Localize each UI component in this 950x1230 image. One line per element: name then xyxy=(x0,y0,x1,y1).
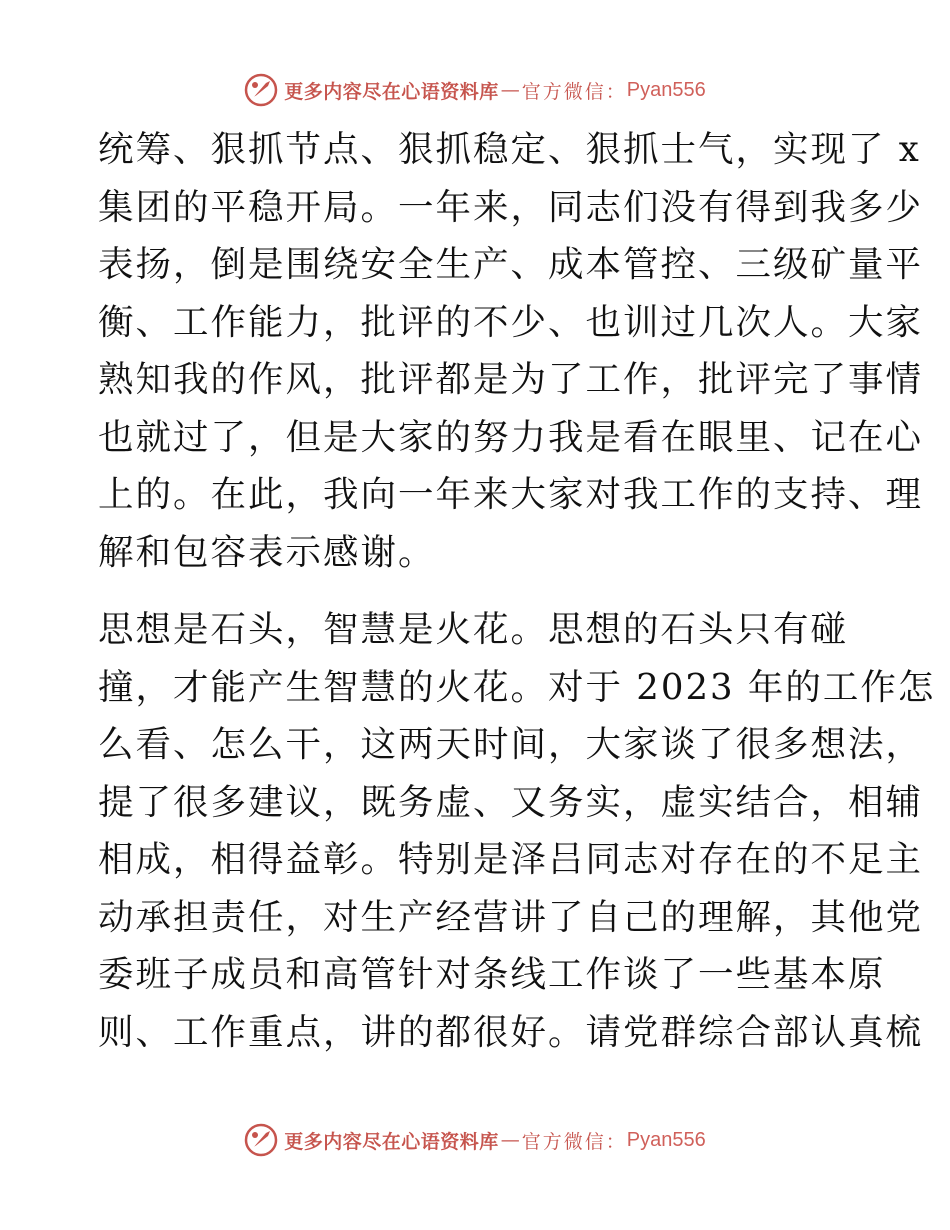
banner-dash: — xyxy=(500,1129,520,1151)
text-line: 么看、怎么干，这两天时间，大家谈了很多想法， xyxy=(98,724,924,765)
paragraph-2 xyxy=(98,601,936,1061)
text-line: 相成，相得益彰。特别是泽吕同志对存在的不足主 xyxy=(98,839,924,880)
footer-watermark-banner xyxy=(0,1120,950,1160)
text-line: 表扬，倒是围绕安全生产、成本管控、三级矿量平 xyxy=(98,244,924,285)
text-line: 统筹、狠抓节点、狠抓稳定、狠抓士气，实现了 x xyxy=(98,129,921,170)
document-body xyxy=(98,121,936,1061)
text-line: 解和包容表示感谢。 xyxy=(98,531,436,573)
banner-wechat-id: Pyan556 xyxy=(626,1128,706,1151)
text-line: 撞，才能产生智慧的火花。对于 2023 年的工作怎 xyxy=(98,666,936,708)
text-line: 集团的平稳开局。一年来，同志们没有得到我多少 xyxy=(98,186,924,228)
paragraph-spacer xyxy=(98,581,858,601)
header-watermark-banner xyxy=(0,70,950,110)
text-line: 提了很多建议，既务虚、又务实，虚实结合，相辅 xyxy=(98,781,924,823)
banner-contact-label: 官方微信： xyxy=(521,1130,627,1153)
banner-dash: — xyxy=(500,79,520,101)
banner-contact-label: 官方微信： xyxy=(521,80,627,103)
banner-brand-text: 更多内容尽在心语资料库 xyxy=(284,80,499,103)
text-line: 动承担责任，对生产经营讲了自己的理解，其他党 xyxy=(98,896,924,938)
paragraph-1 xyxy=(98,121,924,581)
text-line: 委班子成员和高管针对条线工作谈了一些基本原 xyxy=(98,954,886,995)
text-line: 也就过了，但是大家的努力我是看在眼里、记在心 xyxy=(98,416,924,458)
text-line: 则、工作重点，讲的都很好。请党群综合部认真梳 xyxy=(98,1011,924,1053)
text-line: 熟知我的作风，批评都是为了工作，批评完了事情 xyxy=(98,359,924,400)
text-line: 衡、工作能力，批评的不少、也训过几次人。大家 xyxy=(98,301,924,343)
quill-pen-logo-icon xyxy=(244,73,278,107)
banner-brand-text: 更多内容尽在心语资料库 xyxy=(284,1130,499,1153)
banner-wechat-id: Pyan556 xyxy=(626,78,706,101)
text-line: 思想是石头，智慧是火花。思想的石头只有碰 xyxy=(98,609,849,650)
quill-pen-logo-icon xyxy=(244,1123,278,1157)
text-line: 上的。在此，我向一年来大家对我工作的支持、理 xyxy=(98,474,924,515)
